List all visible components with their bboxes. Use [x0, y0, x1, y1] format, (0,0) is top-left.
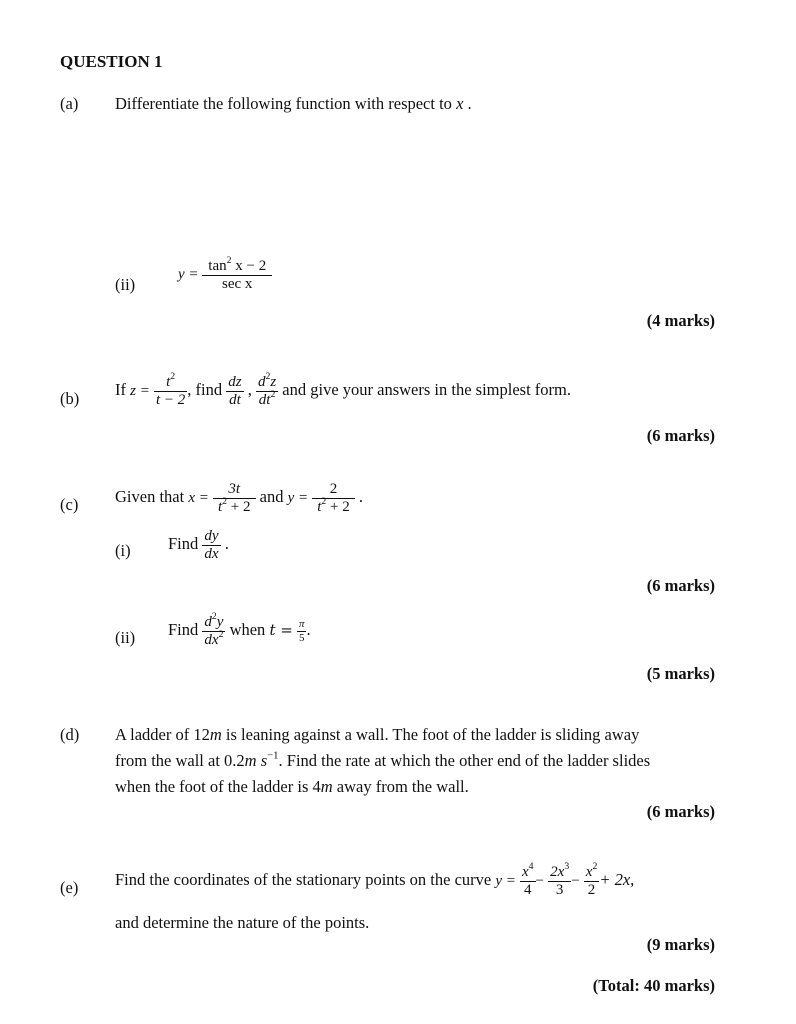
- pi-numerator: π: [298, 618, 305, 631]
- c-ii-find: Find: [168, 619, 199, 639]
- d2y-exp: 2: [211, 611, 217, 623]
- dz-dt-fraction: [226, 374, 243, 408]
- 2x3-over-3: [548, 861, 571, 898]
- x2-num: [584, 861, 600, 881]
- minus-1: −: [535, 872, 545, 889]
- part-e-line-2: and determine the nature of the points.: [115, 913, 370, 932]
- when-text: when: [229, 619, 266, 639]
- dx-exp: 2: [218, 628, 224, 640]
- part-b-tail: and give your answers in the simplest form.: [282, 379, 571, 399]
- tan-exponent: 2: [226, 255, 232, 267]
- d-line3-a: when the foot of the ladder is: [115, 777, 309, 796]
- ladder-length: 12: [193, 725, 210, 744]
- part-a-variable: x: [456, 94, 464, 113]
- d2-exp: 2: [265, 371, 271, 383]
- c-i-find: Find: [168, 533, 199, 553]
- d-line1-a: A ladder of: [115, 725, 190, 744]
- part-b-text: If z = $\frac{t^2}{t - 2}$ , find $\frac{dz}{dt}$ , $\frac{d^2z}{dt^2}$ and give your answers in the simplest form.: [115, 371, 571, 408]
- 2x3-exp: 3: [564, 861, 570, 873]
- dx-denominator: dx: [204, 545, 219, 562]
- x2-exp: 2: [592, 861, 598, 873]
- y-lhs: y =: [287, 489, 309, 506]
- e-y-lhs: y =: [495, 872, 516, 889]
- d2-var: z: [270, 374, 277, 390]
- x2-over-2: [584, 861, 600, 898]
- e-tail: + 2x,: [599, 869, 635, 889]
- tan-text: tan: [208, 258, 227, 274]
- five-denominator: 5: [297, 631, 307, 644]
- d-line3-b: away from the wall.: [336, 777, 469, 796]
- x4-exp: 4: [528, 861, 534, 873]
- numerator-rest: x − 2: [231, 258, 267, 274]
- rate-unit: m s: [244, 751, 268, 770]
- part-a-instruction: Differentiate the following function with respect to: [115, 94, 452, 113]
- dt-denominator: dt: [226, 391, 243, 409]
- z-num-exp: 2: [170, 371, 176, 383]
- x-den-exp: 2: [222, 495, 228, 507]
- x-den-t: t: [217, 498, 223, 515]
- part-c-i-label: (i): [115, 541, 131, 560]
- dx2-denominator: [202, 628, 225, 649]
- part-b-z-lhs: z =: [130, 382, 150, 399]
- x4-var: x: [522, 864, 529, 880]
- part-d-label: (d): [60, 725, 80, 744]
- part-a-function: [178, 255, 272, 292]
- x-denominator: [213, 495, 256, 516]
- z-denominator: t − 2: [155, 391, 186, 408]
- d-line1-b: is leaning against a wall. The foot of the ladder is sliding away: [225, 725, 640, 744]
- e-text: Find the coordinates of the stationary points on the curve: [115, 869, 492, 889]
- x-den-rest: + 2: [227, 498, 251, 515]
- distance-unit: m: [320, 777, 333, 796]
- dy-numerator: dy: [204, 528, 219, 544]
- part-e-line-1: [115, 861, 635, 898]
- pi-over-5-fraction: [297, 618, 307, 643]
- part-c-given: Given that x = $\frac{3t}{t^2 + 2}$ and y = $\frac{2}{t^2 + 2}$ .: [115, 481, 363, 515]
- part-b-label: (b): [60, 389, 80, 408]
- part-c-i-marks: (6 marks): [646, 576, 715, 595]
- y-den-rest: + 2: [326, 498, 350, 515]
- total-marks: (Total: 40 marks): [592, 976, 715, 995]
- part-a-denominator: sec x: [202, 275, 272, 293]
- d-line2-a: from the wall at: [115, 751, 220, 770]
- ladder-unit: m: [209, 725, 222, 744]
- y-numerator: 2: [329, 481, 338, 497]
- dz-numerator: dz: [228, 374, 242, 390]
- y-den-t: t: [317, 498, 322, 515]
- x4-num: [520, 861, 536, 881]
- part-c-label: (c): [60, 495, 79, 514]
- minus-2: −: [571, 872, 580, 889]
- part-a-numerator: [202, 255, 272, 275]
- part-d-marks: (6 marks): [646, 802, 715, 821]
- d2y-dx2-fraction: [202, 611, 225, 648]
- question-heading: QUESTION 1: [60, 52, 163, 71]
- x-lhs: x =: [188, 489, 209, 506]
- part-a-label: (a): [60, 94, 79, 113]
- x4-over-4: [520, 861, 536, 898]
- part-b-find: , find: [187, 379, 223, 399]
- x-fraction: [213, 481, 256, 515]
- d-line2-b: . Find the rate at which the other end of the ladder slides: [278, 751, 651, 770]
- d2y-d: d: [204, 614, 212, 630]
- dt2-denominator: [256, 388, 278, 409]
- dt-exp: 2: [270, 388, 276, 400]
- slide-rate: 0.2: [224, 751, 245, 770]
- 2x3-den: 3: [548, 881, 571, 899]
- 2x3-num: [548, 861, 571, 881]
- given-text: Given that: [115, 486, 185, 506]
- d2z-dt2-fraction: [256, 371, 278, 408]
- part-d-line-3: [115, 774, 469, 800]
- x2-var: x: [585, 864, 593, 880]
- part-b-if: If: [115, 379, 126, 399]
- part-a-ii-label: (ii): [115, 275, 136, 294]
- part-a-marks: (4 marks): [646, 311, 715, 330]
- part-e-label: (e): [60, 878, 79, 897]
- part-b-z-fraction: [154, 371, 187, 408]
- part-c-ii-text: Find $\frac{d^2y}{dx^2}$ when t = $\frac{\pi}{5}$ .: [168, 611, 311, 648]
- dy-dx-fraction: [202, 528, 220, 562]
- part-a-text: Differentiate the following function with respect to x .: [115, 94, 472, 113]
- d2y-var: y: [216, 614, 224, 630]
- t-lhs: t =: [269, 620, 293, 639]
- dt-text: dt: [258, 391, 271, 408]
- part-a-fraction: [202, 255, 272, 292]
- part-e-marks: (9 marks): [646, 935, 715, 954]
- z-num-var: t: [166, 374, 171, 390]
- 2x3-var: 2x: [550, 864, 565, 880]
- x-numerator: 3t: [228, 481, 241, 497]
- part-c-i-text: Find $\frac{dy}{dx}$ .: [168, 528, 229, 562]
- foot-distance: 4: [312, 777, 321, 796]
- part-c-ii-label: (ii): [115, 628, 136, 647]
- dx-text: dx: [204, 631, 219, 648]
- y-fraction: [312, 481, 355, 515]
- part-d-line-1: [115, 722, 639, 748]
- part-a-func-lhs: y =: [178, 266, 199, 283]
- d2-d: d: [257, 374, 266, 390]
- and-text: and: [259, 486, 284, 506]
- z-numerator: [154, 371, 187, 391]
- y-denominator: [312, 495, 355, 516]
- part-b-marks: (6 marks): [646, 426, 715, 445]
- x2-den: 2: [584, 881, 600, 899]
- rate-unit-exp: −1: [267, 749, 279, 762]
- x4-den: 4: [520, 881, 536, 899]
- y-den-exp: 2: [321, 495, 327, 507]
- part-d-line-2: [115, 748, 650, 774]
- part-c-ii-marks: (5 marks): [646, 664, 715, 683]
